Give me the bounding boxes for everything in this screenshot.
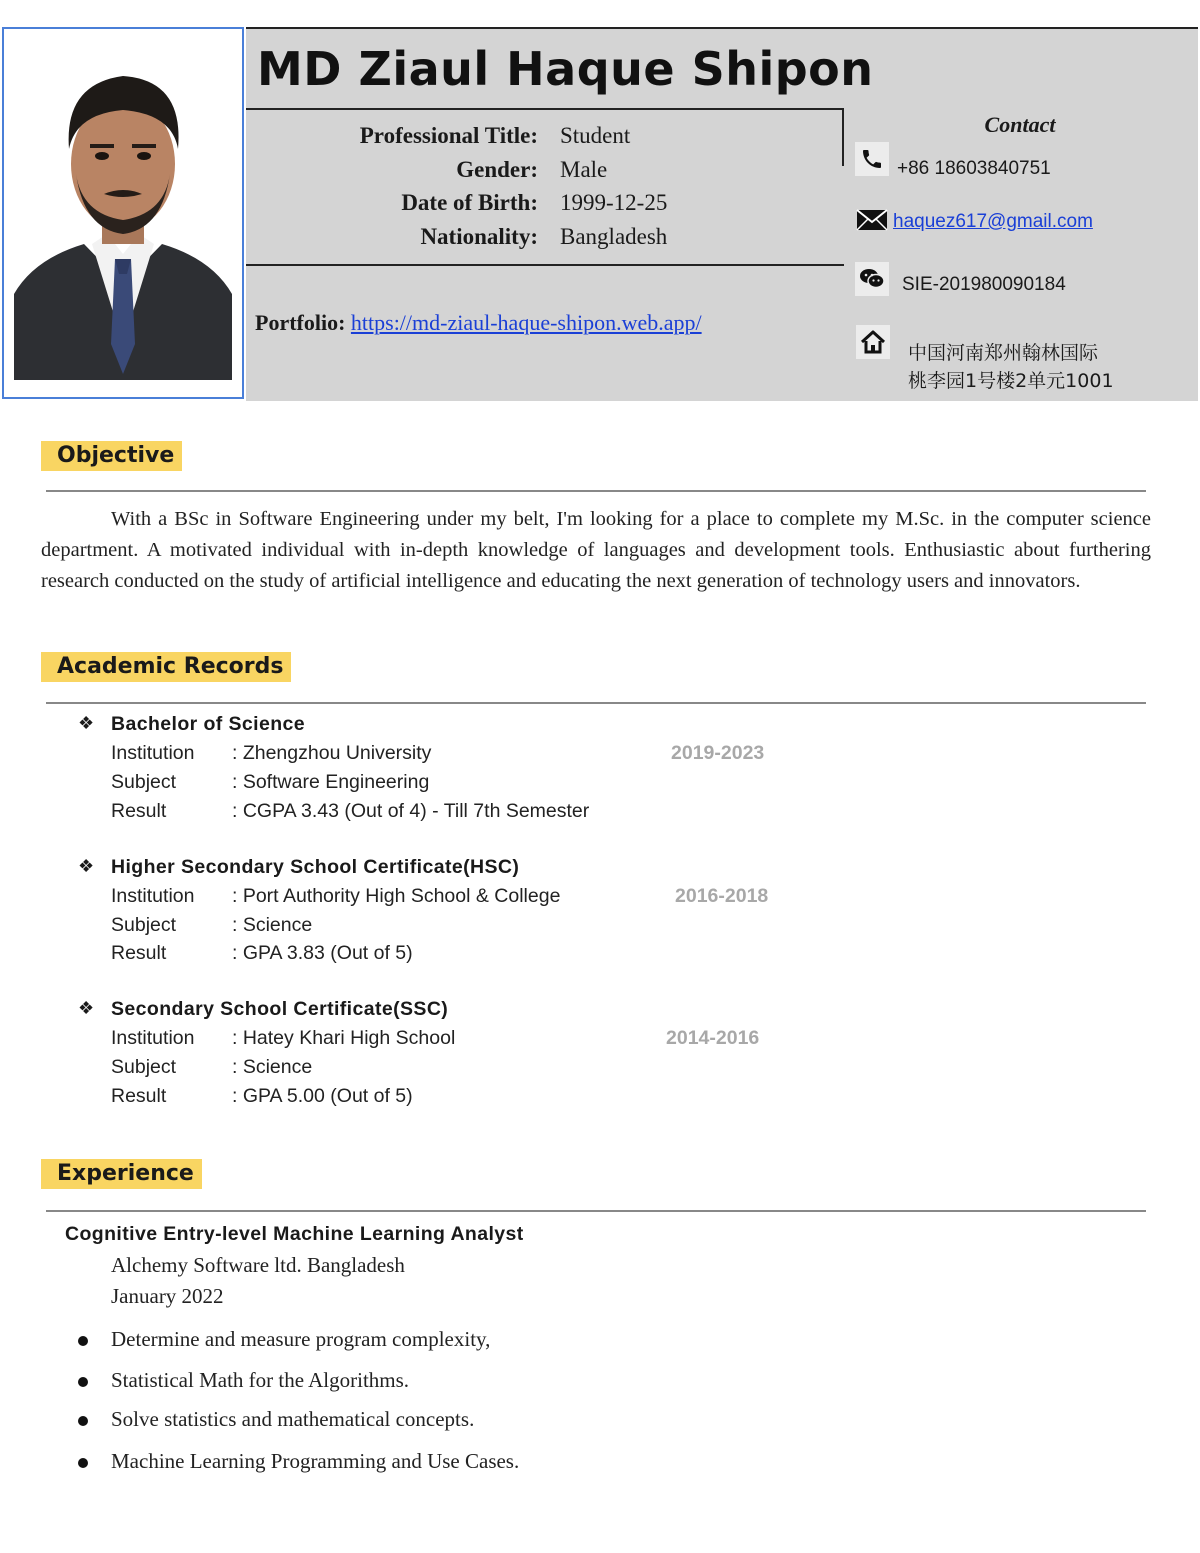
degree-row-label: Institution [111, 1027, 195, 1049]
degree-row-value: : Hatey Khari High School [232, 1027, 456, 1049]
degree-row-label: Result [111, 1085, 167, 1107]
job-bullet: Machine Learning Programming and Use Cases. [111, 1449, 520, 1473]
degree-row-value: : Science [232, 914, 313, 936]
diamond-bullet-icon: ❖ [78, 998, 95, 1018]
degree-row-label: Subject [111, 914, 177, 936]
degree-row-value: : GPA 5.00 (Out of 5) [232, 1085, 413, 1107]
info-value-nationality: Bangladesh [560, 224, 668, 249]
info-label-nationality: Nationality: [420, 224, 538, 249]
job-company: Alchemy Software ltd. Bangladesh [111, 1253, 405, 1277]
info-value-title: Student [560, 123, 631, 148]
job-bullet: Statistical Math for the Algorithms. [111, 1368, 410, 1392]
contact-address-line2: 桃李园1号楼2单元1001 [908, 370, 1114, 392]
degree-row-label: Result [111, 800, 167, 822]
degree-row-label: Institution [111, 742, 195, 764]
bullet-dot-icon [78, 1416, 88, 1426]
degree-row-value: : CGPA 3.43 (Out of 4) - Till 7th Semester [232, 800, 590, 822]
degree-row-value: : Science [232, 1056, 313, 1078]
diamond-bullet-icon: ❖ [78, 713, 95, 733]
degree-title: Higher Secondary School Certificate(HSC) [111, 856, 520, 878]
contact-email[interactable]: haquez617@gmail.com [893, 211, 1093, 232]
bullet-dot-icon [78, 1458, 88, 1468]
portfolio-label: Portfolio: [255, 310, 346, 335]
degree-years: 2019-2023 [671, 742, 765, 764]
mail-icon [855, 203, 889, 237]
contact-phone: +86 18603840751 [897, 158, 1051, 179]
degree-row-label: Result [111, 942, 167, 964]
contact-wechat: SIE-201980090184 [902, 274, 1066, 295]
diamond-bullet-icon: ❖ [78, 856, 95, 876]
wechat-icon [855, 262, 889, 296]
home-icon [856, 325, 890, 359]
info-label-gender: Gender: [456, 157, 538, 182]
info-rule-vertical [842, 108, 844, 166]
info-rule-bottom [246, 264, 844, 266]
job-bullet: Solve statistics and mathematical concepts. [111, 1407, 475, 1431]
job-bullet: Determine and measure program complexity, [111, 1327, 491, 1351]
portfolio-link[interactable]: https://md-ziaul-haque-shipon.web.app/ [350, 310, 702, 335]
contact-address-line1: 中国河南郑州翰林国际 [908, 342, 1099, 364]
degree-years: 2016-2018 [675, 885, 769, 907]
info-label-title: Professional Title: [359, 123, 538, 148]
experience-rule [46, 1210, 1146, 1212]
degree-row-label: Institution [111, 885, 195, 907]
degree-row-value: : Software Engineering [232, 771, 430, 793]
info-rule-top [246, 108, 844, 110]
degree-row-label: Subject [111, 771, 177, 793]
degree-row-value: : Zhengzhou University [232, 742, 432, 764]
academic-rule [46, 702, 1146, 704]
section-objective-heading: Objective [41, 441, 182, 471]
degree-row-value: : GPA 3.83 (Out of 5) [232, 942, 413, 964]
degree-years: 2014-2016 [666, 1027, 760, 1049]
degree-row-label: Subject [111, 1056, 177, 1078]
section-academic-heading: Academic Records [41, 652, 291, 682]
degree-row-value: : Port Authority High School & College [232, 885, 561, 907]
bullet-dot-icon [78, 1377, 88, 1387]
job-date: January 2022 [111, 1284, 224, 1308]
objective-paragraph [41, 504, 1151, 597]
job-title: Cognitive Entry-level Machine Learning Analyst [65, 1223, 524, 1245]
profile-photo [14, 44, 232, 380]
portfolio-row [255, 310, 702, 336]
objective-text: With a BSc in Software Engineering under my belt, I'm looking for a place to complete my M.Sc. in the computer science department. A motivated individual with in-depth knowledge of languages and development tools. Enthusiastic about furthering research conducted on the study of artificial intelligence and educating the next generation of technology users and innovators. [41, 508, 1151, 592]
info-value-gender: Male [560, 157, 608, 182]
section-experience-heading: Experience [41, 1159, 202, 1189]
contact-title: Contact [984, 112, 1056, 137]
objective-rule [46, 490, 1146, 492]
candidate-name: MD Ziaul Haque Shipon [257, 42, 874, 96]
degree-title: Secondary School Certificate(SSC) [111, 998, 449, 1020]
phone-icon [855, 142, 889, 176]
info-value-dob: 1999-12-25 [560, 190, 668, 215]
degree-title: Bachelor of Science [111, 713, 306, 735]
info-label-dob: Date of Birth: [401, 190, 538, 215]
portrait-illustration [14, 44, 232, 380]
bullet-dot-icon [78, 1336, 88, 1346]
